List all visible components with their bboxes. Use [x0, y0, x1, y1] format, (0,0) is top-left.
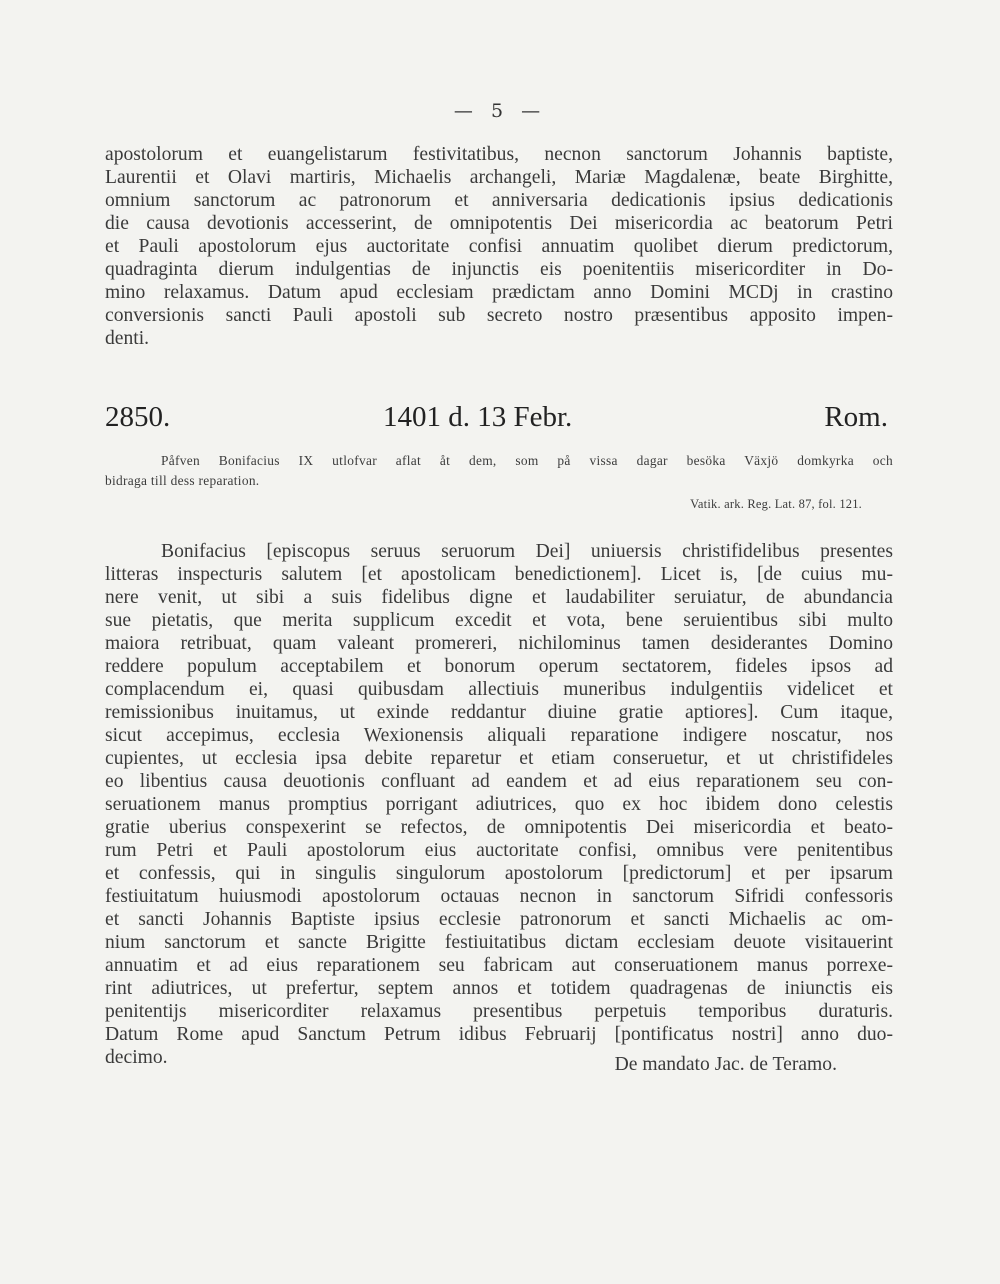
entry-date: 1401 d. 13 Febr. [383, 401, 573, 433]
text-line: nium sanctorum et sancte Brigitte festiuitatibus dictam ecclesiam deuote visitauerint [105, 932, 893, 953]
text-line: et Pauli apostolorum ejus auctoritate confisi annuatim quolibet dierum predictorum, [105, 236, 893, 257]
summary-line: Påfven Bonifacius IX utlofvar aflat åt dem, som på vissa dagar besöka Växjö domkyrka och [161, 453, 893, 468]
signature-line: De mandato Jac. de Teramo. [614, 1054, 837, 1075]
text-line: apostolorum et euangelistarum festivitatibus, necnon sanctorum Johannis baptiste, [105, 144, 893, 165]
text-line: eo libentius causa deuotionis confluant ad eandem et ad eius reparationem seu con- [105, 771, 893, 792]
text-line: annuatim et ad eius reparationem seu fabricam aut conseruationem manus porrexe- [105, 955, 893, 976]
entry-place: Rom. [824, 401, 888, 433]
text-line: Bonifacius [episcopus seruus seruorum Dei] uniuersis christifidelibus presentes [161, 541, 893, 562]
text-line: maiora retribuat, quam valeant promereri, nichilominus tamen desiderantes Domino [105, 633, 893, 654]
text-line: mino relaxamus. Datum apud ecclesiam prædictam anno Domini MCDj in crastino [105, 282, 893, 303]
page-number: — 5 — [453, 100, 547, 122]
text-line: conversionis sancti Pauli apostoli sub secreto nostro præsentibus apposito impen- [105, 305, 893, 326]
text-line: penitentijs misericorditer relaxamus presentibus perpetuis temporibus duraturis. [105, 1001, 893, 1022]
text-line: Datum Rome apud Sanctum Petrum idibus Februarij [pontificatus nostri] anno duo- [105, 1024, 893, 1045]
text-line: complacendum ei, quasi quibusdam allectiuis muneribus indulgentiis videlicet et [105, 679, 893, 700]
text-line: festiuitatum huiusmodi apostolorum octauas necnon in sanctorum Sifridi confessoris [105, 886, 893, 907]
text-line: remissionibus inuitamus, ut exinde reddantur diuine gratie aptiores]. Cum itaque, [105, 702, 893, 723]
text-line: denti. [105, 328, 150, 349]
text-line: litteras inspecturis salutem [et apostolicam benedictionem]. Licet is, [de cuius mu- [105, 564, 893, 585]
entry-summary [105, 451, 893, 491]
archive-reference: Vatik. ark. Reg. Lat. 87, fol. 121. [690, 497, 862, 511]
text-line: die causa devotionis accesserint, de omnipotentis Dei misericordia ac beatorum Petri [105, 213, 893, 234]
text-line: sue pietatis, que merita supplicum excedit et vota, bene seruientibus sibi multo [105, 610, 893, 631]
text-line: sicut accepimus, ecclesia Wexionensis aliquali reparatione indigere noscatur, nos [105, 725, 893, 746]
summary-line: bidraga till dess reparation. [105, 473, 260, 488]
entry-heading [105, 401, 888, 435]
text-line: quadraginta dierum indulgentias de injunctis eis poenitentiis misericorditer in Do- [105, 259, 893, 280]
text-line: Laurentii et Olavi martiris, Michaelis archangeli, Mariæ Magdalenæ, beate Birghitte, [105, 167, 893, 188]
text-line: et confessis, qui in singulis singulorum apostolorum [predictorum] et per ipsarum [105, 863, 893, 884]
text-line: nere venit, ut sibi a suis fidelibus digne et laudabiliter seruiatur, de abundancia [105, 587, 893, 608]
text-line: rint adiutrices, ut prefertur, septem annos et totidem quadragenas de iniunctis eis [105, 978, 893, 999]
text-line: omnium sanctorum ac patronorum et anniversaria dedicationis ipsius dedicationis [105, 190, 893, 211]
text-line: et sancti Johannis Baptiste ipsius ecclesie patronorum et sancti Michaelis ac om- [105, 909, 893, 930]
text-line: decimo. [105, 1047, 168, 1068]
text-line: reddere populum acceptabilem et bonorum operum sectatorem, fideles ipsos ad [105, 656, 893, 677]
entry-number: 2850. [105, 401, 171, 433]
text-line: gratie uberius conspexerint se refectos, de omnipotentis Dei misericordia et beato- [105, 817, 893, 838]
continued-text-paragraph [105, 143, 893, 350]
text-line: rum Petri et Pauli apostolorum eius auctoritate confisi, omnibus vere penitentibus [105, 840, 893, 861]
text-line: seruationem manus promptius porrigant adiutrices, quo ex hoc ibidem dono celestis [105, 794, 893, 815]
document-text-paragraph [105, 540, 893, 1069]
text-line: cupientes, ut ecclesia ipsa debite reparetur et etiam conseruetur, et ut christifideles [105, 748, 893, 769]
